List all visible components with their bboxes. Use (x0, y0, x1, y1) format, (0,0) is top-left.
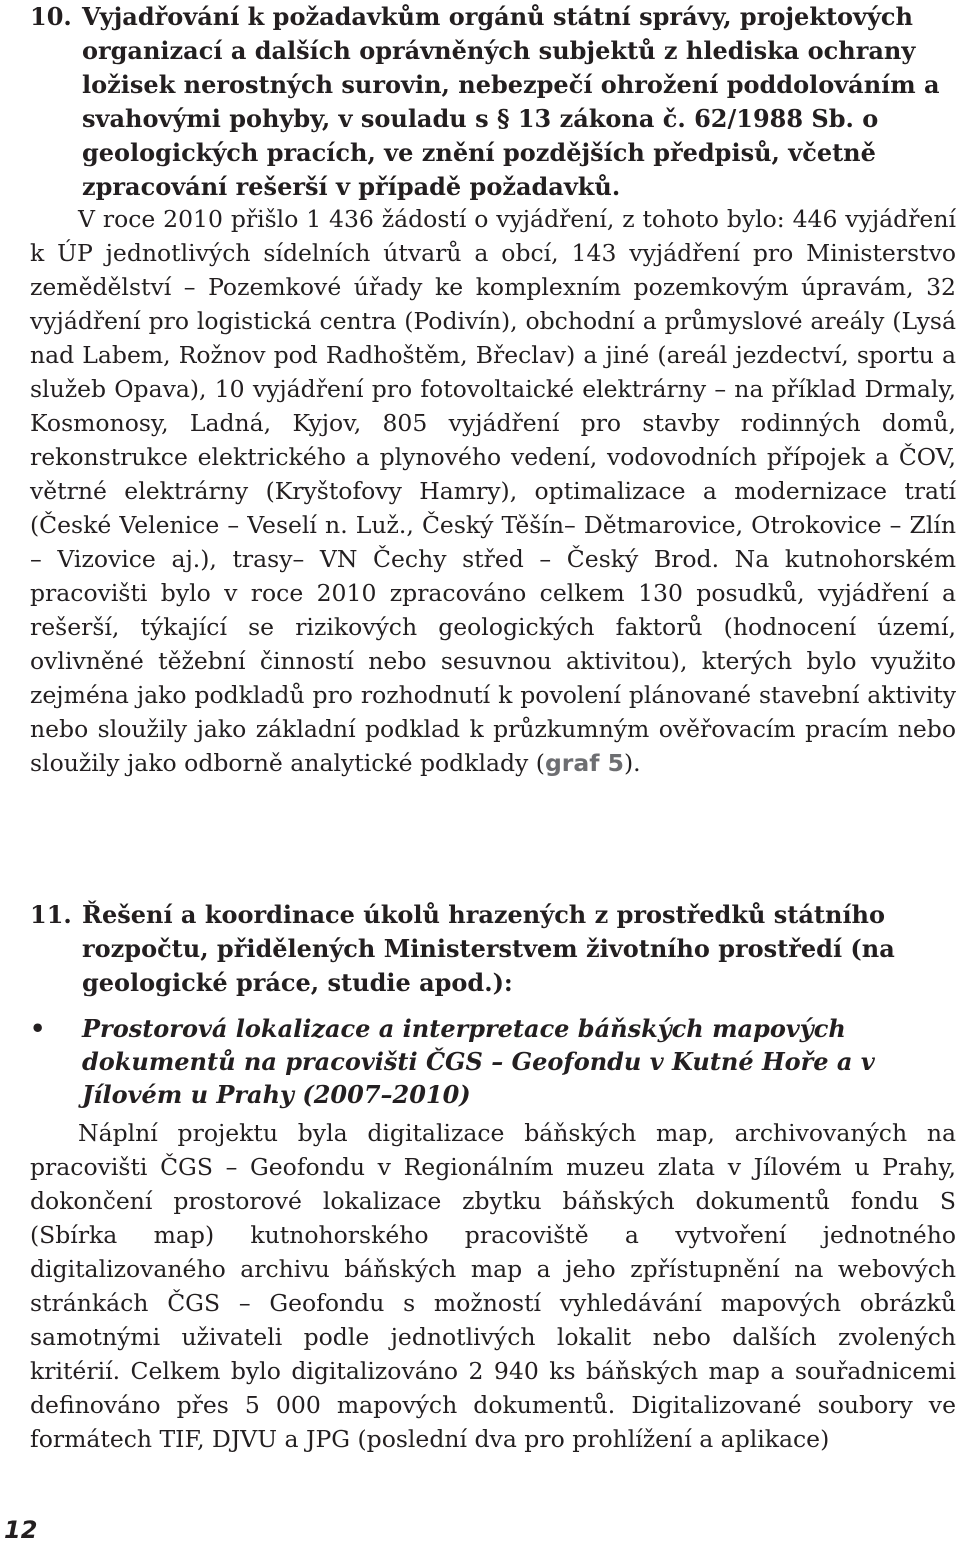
graph-reference: graf 5 (544, 749, 624, 777)
section-title: Řešení a koordinace úkolů hrazených z prostředků státního rozpočtu, přidělených Ministerstvem životního prostředí (na geologické práce, studie apod.): (82, 900, 895, 997)
page-number: 12 (4, 1516, 38, 1544)
ref-open: ( (535, 749, 545, 777)
section-11-heading (30, 898, 958, 1000)
ref-close: ). (623, 749, 641, 777)
section-10-heading (30, 0, 958, 204)
project-paragraph: Náplní projektu byla digitalizace báňských map, archivovaných na pracovišti ČGS – Geofondu v Regionálním muzeu zlata v Jílovém u Prahy, dokončení prostorové lokalizace zbytku báňských dokumentů fondu S (Sbírka map) kutnohorského pracoviště a vytvoření jednotného digitalizovaného archivu báňských map a jeho zpřístupnění na webových stránkách ČGS – Geofondu s možností vyhledávání mapových obrázků samotnými uživateli podle jednotlivých lokalit nebo dalších zvolených kritérií. Celkem bylo digitalizováno 2 940 ks báňských map a souřadnicemi definováno přes 5 000 mapových dokumentů. Digitalizované soubory ve formátech TIF, DJVU a JPG (poslední dva pro prohlížení a aplikace) (30, 1119, 956, 1453)
project-item (30, 1012, 958, 1111)
section-number: 11. (30, 900, 72, 929)
section-10-paragraph (30, 202, 956, 780)
section-number: 10. (30, 2, 72, 31)
project-title: Prostorová lokalizace a interpretace báňských mapových dokumentů na pracovišti ČGS – Geofondu v Kutné Hoře a v Jílovém u Prahy (2007–2010) (82, 1014, 875, 1109)
bullet-icon: • (30, 1014, 46, 1043)
paragraph-text: V roce 2010 přišlo 1 436 žádostí o vyjádření, z tohoto bylo: 446 vyjádření k ÚP jednotlivých sídelních útvarů a obcí, 143 vyjádření pro Ministerstvo zemědělství – Pozemkové úřady ke komplexním pozemkovým úpravám, 32 vyjádření pro logistická centra (Podivín), obchodní a průmyslové areály (Lysá nad Labem, Rožnov pod Radhoštěm, Břeclav) a jiné (areál jezdectví, sportu a služeb Opava), 10 vyjádření pro fotovoltaické elektrárny – na příklad Drmaly, Kosmonosy, Ladná, Kyjov, 805 vyjádření pro stavby rodinných domů, rekonstrukce elektrického a plynového vedení, vodovodních přípojek a ČOV, větrné elektrárny (Kryštofovy Hamry), optimalizace a modernizace tratí (České Velenice – Veselí n. Luž., Český Těšín– Dětmarovice, Otrokovice – Zlín – Vizovice aj.), trasy– VN Čechy střed – Český Brod. Na kutnohorském pracovišti bylo v roce 2010 zpracováno celkem 130 posudků, vyjádření a rešerší, týkající se rizikových geologických faktorů (hodnocení území, ovlivněné těžební činností nebo sesuvnou aktivitou), kterých bylo využito zejména jako podkladů pro rozhodnutí k povolení plánované stavební aktivity nebo sloužily jako základní podklad k průzkumným ověřovacím pracím nebo sloužily jako odborně analytické podklady (30, 205, 956, 777)
section-title: Vyjadřování k požadavkům orgánů státní správy, projektových organizací a dalších oprávněných subjektů z hlediska ochrany ložisek nerostných surovin, nebezpečí ohrožení poddolováním a svahovými pohyby, v souladu s § 13 zákona č. 62/1988 Sb. o geologických pracích, ve znění pozdějších předpisů, včetně zpracování rešerší v případě požadavků. (82, 2, 940, 201)
